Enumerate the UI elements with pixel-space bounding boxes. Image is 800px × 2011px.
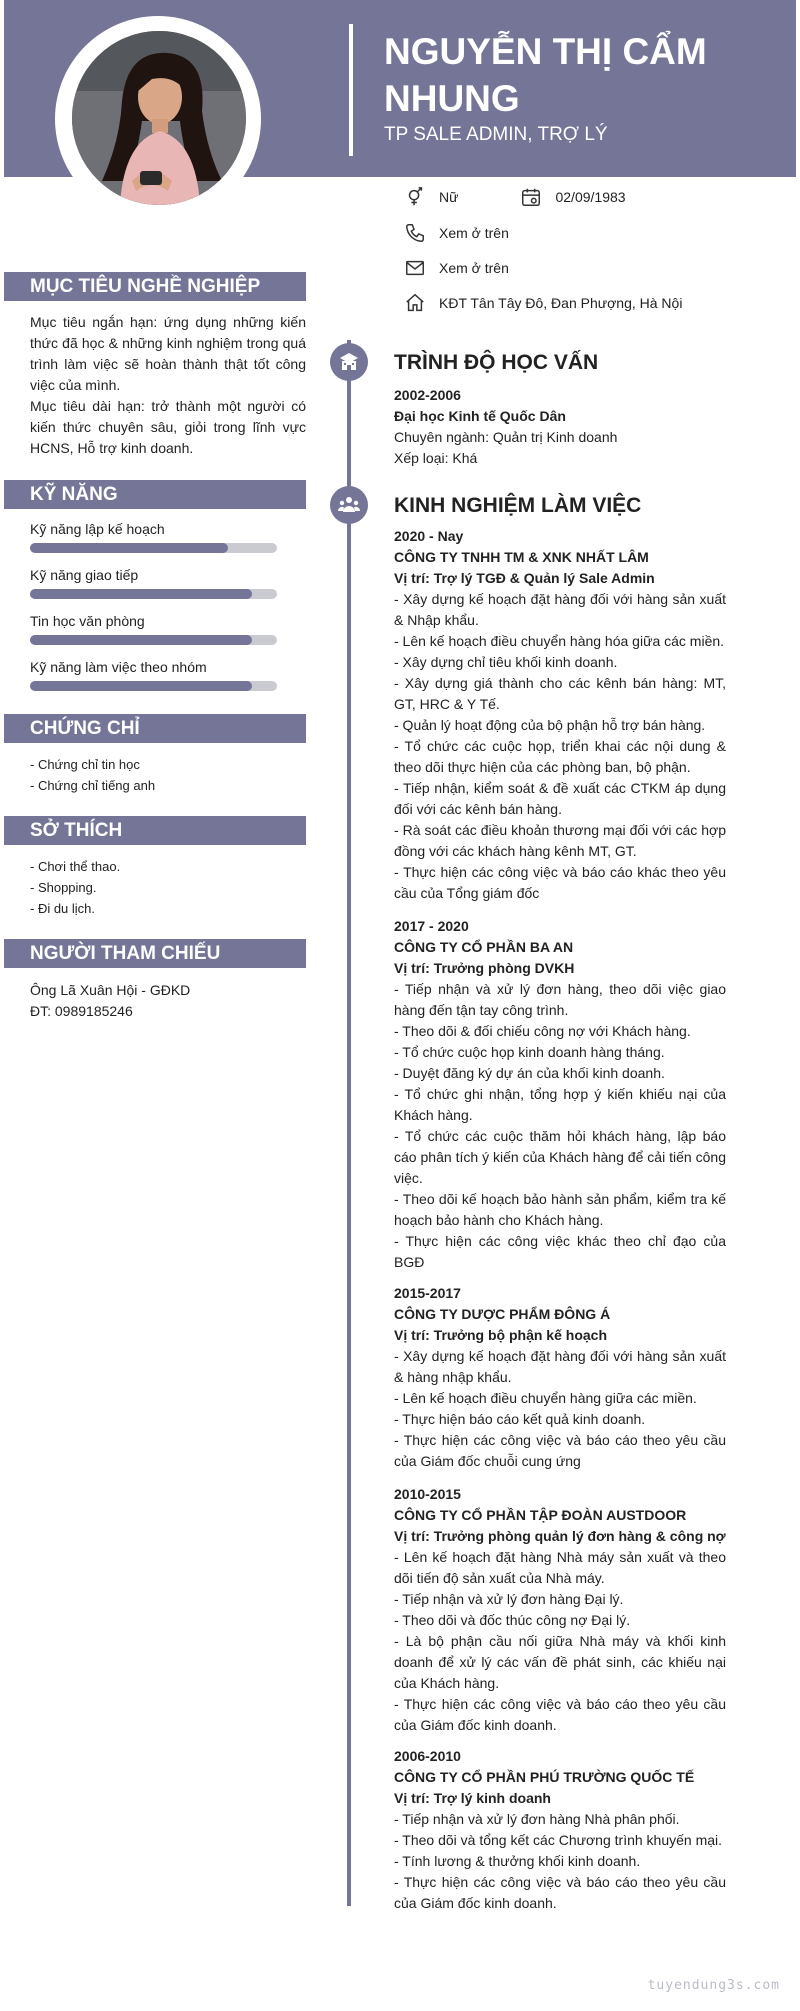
job-task: - Xây dựng kế hoạch đặt hàng đối với hàng sản xuất & hàng nhập khẩu. — [394, 1348, 726, 1385]
objective-long-term: Mục tiêu dài hạn: trở thành một người có kiến thức chuyên sâu, giỏi trong lĩnh vực HCNS, Hỗ trợ kinh doanh. — [30, 398, 306, 456]
job-task: - Xây dựng giá thành cho các kênh bán hàng: MT, GT, HRC & Y Tế. — [394, 675, 726, 712]
list-item: - Đi du lịch. — [30, 901, 96, 916]
job-task: - Quản lý hoạt động của bộ phận hỗ trợ bán hàng. — [394, 717, 706, 733]
skill-label: Kỹ năng lập kế hoạch — [30, 521, 165, 537]
job-task: - Lên kế hoạch điều chuyển hàng giữa các miền. — [394, 1390, 697, 1406]
education-school: Đại học Kinh tế Quốc Dân — [394, 408, 566, 424]
objective-heading: MỤC TIÊU NGHỀ NGHIỆP — [4, 272, 306, 301]
skill-fill — [30, 543, 228, 553]
calendar-icon — [520, 186, 542, 208]
hobbies-list — [30, 856, 120, 919]
job-task: - Tính lương & thưởng khối kinh doanh. — [394, 1853, 641, 1869]
certificates-heading: CHỨNG CHỈ — [4, 714, 306, 743]
job-company: CÔNG TY TNHH TM & XNK NHẤT LÂM — [394, 549, 649, 565]
education-block — [394, 385, 726, 469]
school-icon — [337, 350, 361, 374]
job-task: - Thực hiện các công việc và báo cáo theo yêu cầu của Giám đốc kinh doanh. — [394, 1696, 726, 1733]
job-period: 2010-2015 — [394, 1486, 461, 1502]
education-badge — [330, 343, 368, 381]
job-position: Vị trí: Trưởng phòng DVKH — [394, 960, 575, 976]
job-task: - Rà soát các điều khoản thương mại đối với các hợp đồng với các khách hàng kênh MT, GT. — [394, 822, 726, 859]
avatar — [72, 31, 246, 205]
list-item: - Chứng chỉ tin học — [30, 757, 140, 772]
skill-fill — [30, 681, 252, 691]
watermark: tuyendung3s.com — [647, 1978, 780, 1993]
skill-bar — [30, 543, 277, 553]
job-task: - Duyệt đăng ký dự án của khối kinh doanh. — [394, 1065, 665, 1081]
dob-value: 02/09/1983 — [555, 189, 626, 205]
job-block — [394, 526, 726, 904]
gender-value: Nữ — [439, 189, 459, 205]
job-task: - Theo dõi & đối chiếu công nợ với Khách hàng. — [394, 1023, 691, 1039]
skill-bar — [30, 635, 277, 645]
job-task: - Tiếp nhận và xử lý đơn hàng Nhà phân phối. — [394, 1811, 680, 1827]
references-info — [30, 980, 190, 1022]
job-position: Vị trí: Trưởng phòng quản lý đơn hàng & công nợ — [394, 1528, 726, 1544]
email-value: Xem ở trên — [439, 260, 509, 276]
objective-short-term: Mục tiêu ngắn hạn: ứng dụng những kiến thức đã học & những kinh nghiệm trong quá trình làm việc sẽ hoàn thành thật tốt công việc của mình. — [30, 314, 306, 393]
job-task: - Thực hiện các công việc và báo cáo khác theo yêu cầu của Tổng giám đốc — [394, 864, 726, 901]
job-task: - Theo dõi kế hoạch bảo hành sản phẩm, kiểm tra kế hoạch bảo hành cho Khách hàng. — [394, 1191, 726, 1228]
education-heading: TRÌNH ĐỘ HỌC VẤN — [394, 351, 599, 374]
candidate-name: NGUYỄN THỊ CẨM NHUNG — [384, 31, 707, 119]
job-position: Vị trí: Trợ lý TGĐ & Quản lý Sale Admin — [394, 570, 655, 586]
job-period: 2017 - 2020 — [394, 918, 469, 934]
job-task: - Thực hiện các công việc khác theo chỉ đạo của BGĐ — [394, 1233, 726, 1270]
job-period: 2015-2017 — [394, 1285, 461, 1301]
job-position: Vị trí: Trưởng bộ phận kế hoạch — [394, 1327, 607, 1343]
job-task: - Tiếp nhận, kiểm soát & đề xuất các CTKM áp dụng đối với các kênh bán hàng. — [394, 780, 726, 817]
experience-badge — [330, 486, 368, 524]
home-icon — [404, 292, 426, 314]
references-heading: NGƯỜI THAM CHIẾU — [4, 939, 306, 968]
job-task: - Xây dựng chỉ tiêu khối kinh doanh. — [394, 654, 618, 670]
job-task: - Là bộ phận cầu nối giữa Nhà máy và khối kinh doanh để xử lý các vấn đề phát sinh, các khiếu nại của Khách hàng. — [394, 1633, 726, 1691]
job-task: - Lên kế hoạch đặt hàng Nhà máy sản xuất và theo dõi tiến độ sản xuất của Nhà máy. — [394, 1549, 726, 1586]
list-item: - Chứng chỉ tiếng anh — [30, 778, 156, 793]
job-task: - Theo dõi và tổng kết các Chương trình khuyến mại. — [394, 1832, 723, 1848]
contact-row-gender-dob — [404, 186, 626, 208]
list-item: - Shopping. — [30, 880, 97, 895]
list-item: - Chơi thể thao. — [30, 859, 121, 874]
job-task: - Tổ chức cuộc họp kinh doanh hàng tháng. — [394, 1044, 665, 1060]
contact-row-address — [404, 292, 682, 314]
job-task: - Thực hiện các công việc và báo cáo theo yêu cầu của Giám đốc chuỗi cung ứng — [394, 1432, 726, 1469]
phone-icon — [404, 222, 426, 244]
job-task: - Theo dõi và đốc thúc công nợ Đại lý. — [394, 1612, 631, 1628]
contact-row-email — [404, 257, 509, 279]
experience-heading: KINH NGHIỆM LÀM VIỆC — [394, 494, 642, 517]
phone-value: Xem ở trên — [439, 225, 509, 241]
skill-bar — [30, 589, 277, 599]
job-block — [394, 1484, 726, 1736]
timeline-line — [347, 340, 351, 1906]
mail-icon — [404, 257, 426, 279]
skill-label: Kỹ năng giao tiếp — [30, 567, 139, 583]
job-period: 2020 - Nay — [394, 528, 464, 544]
skill-fill — [30, 589, 252, 599]
dob-item — [520, 186, 625, 208]
skill-bar — [30, 681, 277, 691]
job-task: - Thực hiện các công việc và báo cáo theo yêu cầu của Giám đốc kinh doanh. — [394, 1874, 726, 1911]
education-period: 2002-2006 — [394, 387, 461, 403]
hobbies-heading: SỞ THÍCH — [4, 816, 306, 845]
job-company: CÔNG TY DƯỢC PHẨM ĐÔNG Á — [394, 1306, 611, 1322]
job-task: - Tổ chức các cuộc thăm hỏi khách hàng, lập báo cáo phân tích ý kiến của Khách hàng để cải tiến công việc. — [394, 1128, 726, 1186]
job-block — [394, 916, 726, 1273]
job-block — [394, 1283, 726, 1472]
job-task: - Tiếp nhận và xử lý đơn hàng, theo dõi việc giao hàng đến tận tay công trình. — [394, 981, 726, 1018]
job-task: - Xây dựng kế hoạch đặt hàng đối với hàng sản xuất & Nhập khẩu. — [394, 591, 726, 628]
job-company: CÔNG TY CỔ PHẦN PHÚ TRƯỜNG QUỐC TẾ — [394, 1769, 695, 1785]
team-icon — [337, 493, 361, 517]
gender-icon — [404, 186, 426, 208]
job-task: - Thực hiện báo cáo kết quả kinh doanh. — [394, 1411, 646, 1427]
skill-fill — [30, 635, 252, 645]
job-period: 2006-2010 — [394, 1748, 461, 1764]
objective-text — [30, 312, 306, 459]
skill-label: Tin học văn phòng — [30, 613, 145, 629]
reference-phone: ĐT: 0989185246 — [30, 1003, 133, 1019]
education-major: Chuyên ngành: Quản trị Kinh doanh — [394, 429, 618, 445]
reference-person: Ông Lã Xuân Hội - GĐKD — [30, 982, 191, 998]
address-value: KĐT Tân Tây Đô, Đan Phượng, Hà Nội — [439, 295, 683, 311]
job-task: - Tổ chức các cuộc họp, triển khai các nội dung & theo dõi thực hiện của các phòng ban, bộ phận. — [394, 738, 726, 775]
job-task: - Lên kế hoạch điều chuyển hàng hóa giữa các miền. — [394, 633, 725, 649]
job-position: Vị trí: Trợ lý kinh doanh — [394, 1790, 551, 1806]
certificates-list — [30, 754, 155, 796]
job-block — [394, 1746, 726, 1914]
job-company: CÔNG TY CỔ PHẦN TẬP ĐOÀN AUSTDOOR — [394, 1507, 687, 1523]
skill-label: Kỹ năng làm việc theo nhóm — [30, 659, 207, 675]
candidate-title: TP SALE ADMIN, TRỢ LÝ — [384, 124, 608, 145]
gender-item — [404, 186, 458, 208]
job-company: CÔNG TY CỔ PHẦN BA AN — [394, 939, 574, 955]
skills-heading: KỸ NĂNG — [4, 480, 306, 509]
job-task: - Tổ chức ghi nhận, tổng hợp ý kiến khiếu nại của Khách hàng. — [394, 1086, 726, 1123]
header-divider — [349, 24, 353, 156]
education-grade: Xếp loại: Khá — [394, 450, 478, 466]
job-task: - Tiếp nhận và xử lý đơn hàng Đại lý. — [394, 1591, 624, 1607]
contact-row-phone — [404, 222, 509, 244]
